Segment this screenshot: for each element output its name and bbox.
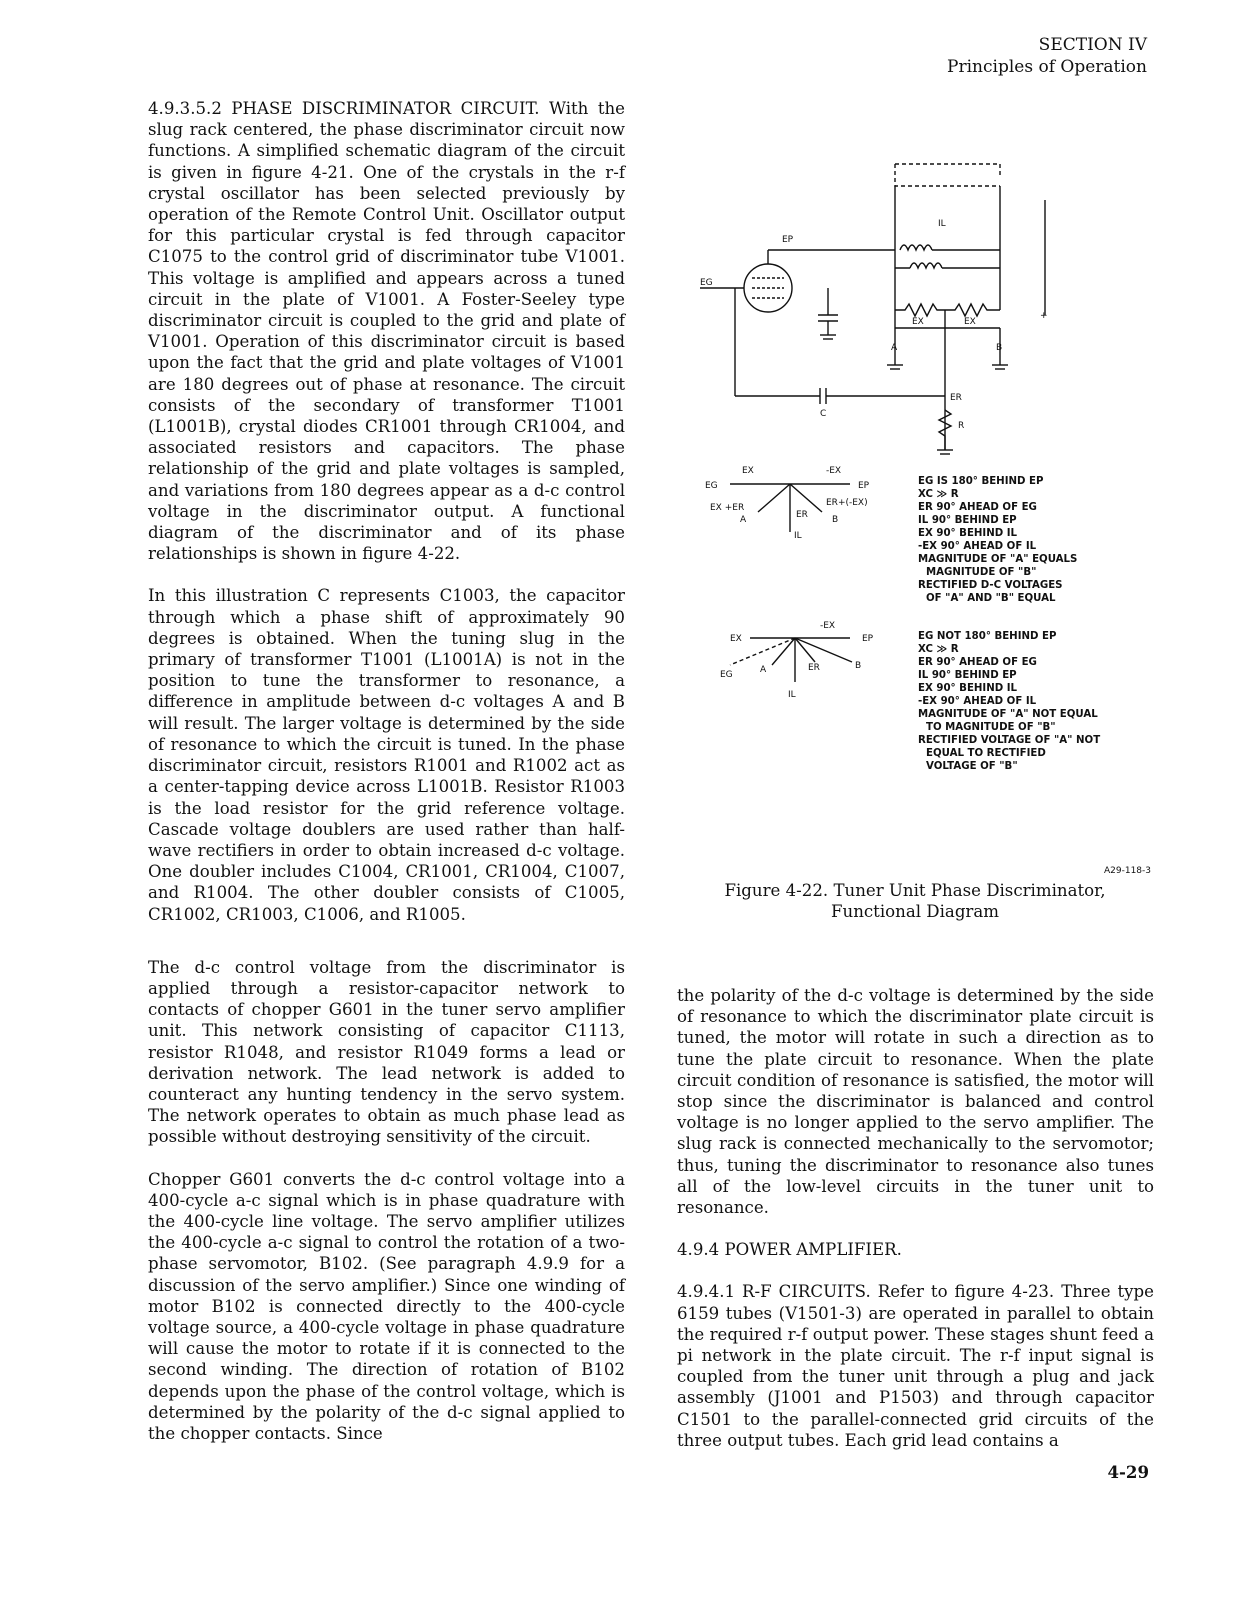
label-il: IL <box>794 531 802 541</box>
label-a: A <box>760 665 767 675</box>
label-neg-ex: -EX <box>826 466 842 476</box>
label-r: R <box>958 421 965 431</box>
label-er: ER <box>808 663 820 673</box>
paragraph: The d-c control voltage from the discriminator is applied through a resistor-capacitor network to contacts of chopper G601 in the tuner servo amplifier unit. This network consisting of capacitor C1113, resistor R1048, and resistor R1049 forms a lead or derivation network. The lead network is added to counteract any hunting tendency in the servo system. The network operates to obtain as much phase lead as possible without destroying sensitivity of the circuit. <box>148 957 625 1147</box>
section-heading: 4.9.4 POWER AMPLIFIER. <box>677 1240 902 1260</box>
note-line: EG IS 180° BEHIND EP <box>918 476 1044 487</box>
label-b: B <box>855 661 862 671</box>
right-column <box>677 985 1154 1472</box>
note-line: XC ≫ R <box>918 644 959 655</box>
label-ex: EX <box>964 317 976 327</box>
coil-l1001a <box>900 245 932 250</box>
caption-line: Figure 4-22. Tuner Unit Phase Discriminator, <box>724 881 1106 900</box>
label-ex: EX <box>912 317 924 327</box>
note-line: RECTIFIED VOLTAGE OF "A" NOT <box>918 735 1101 746</box>
label-ep: EP <box>862 634 874 644</box>
note-line: RECTIFIED D-C VOLTAGES <box>918 580 1063 591</box>
label-il: IL <box>788 690 796 700</box>
label-ex-er: EX +ER <box>710 503 745 513</box>
paragraph: 4.9.4.1 R-F CIRCUITS. Refer to figure 4-23. Three type 6159 tubes (V1501-3) are operated in parallel to obtain the required r-f output power. These stages shunt feed a pi network in the plate circuit. The r-f input signal is coupled from the tuner unit through a plug and jack assembly (J1001 and P1503) and through capacitor C1501 to the parallel-connected grid circuits of the three output tubes. Each grid lead contains a <box>677 1282 1154 1450</box>
note-line: EG NOT 180° BEHIND EP <box>918 631 1057 642</box>
label-er: ER <box>950 393 962 403</box>
section-label: SECTION IV <box>1038 35 1147 55</box>
note-line: -EX 90° AHEAD OF IL <box>918 541 1037 552</box>
label-er: ER <box>796 510 808 520</box>
note-line: -EX 90° AHEAD OF IL <box>918 696 1037 707</box>
paragraph: In this illustration C represents C1003, the capacitor through which a phase shift of approximately 90 degrees is obtained. When the tuning slug in the primary of transformer T1001 (L1001A) is not in the position to tune the transformer to resonance, a difference in amplitude between d-c voltages A and B will result. The larger voltage is determined by the side of resonance to which the circuit is tuned. In the phase discriminator circuit, resistors R1001 and R1002 act as a center-tapping device across L1001B. Resistor R1003 is the load resistor for the grid reference voltage. Cascade voltage doublers are used rather than half-wave rectifiers in order to obtain increased d-c voltage. One doubler includes C1004, CR1001, CR1004, C1007, and R1004. The other doubler consists of C1005, CR1002, CR1003, C1006, and R1005. <box>148 586 625 924</box>
vector-diagram-2 <box>730 638 852 682</box>
paragraph: the polarity of the d-c voltage is determined by the side of resonance to which the discriminator plate circuit is tuned, the motor will rotate in such a direction as to tune the plate circuit to resonance. When the plate circuit condition of resonance is satisfied, the motor will stop since the discriminator is balanced and control voltage is no longer applied to the servo amplifier. The slug rack is connected mechanically to the servomotor; thus, tuning the discriminator to resonance also tunes all of the low-level circuits in the tuner unit to resonance. <box>677 986 1154 1218</box>
label-ex: EX <box>742 466 754 476</box>
center-tap-resistors <box>895 304 1000 316</box>
phase-notes-resonant <box>918 475 1077 605</box>
label-ex: EX <box>730 634 742 644</box>
figure-reference-code: A29-118-3 <box>1103 866 1151 876</box>
page-number: 4-29 <box>1107 1462 1149 1482</box>
note-line: IL 90° BEHIND EP <box>918 515 1017 526</box>
label-eg: EG <box>700 278 713 288</box>
note-line: EX 90° BEHIND IL <box>918 683 1018 694</box>
page-header <box>947 34 1147 78</box>
label-il: IL <box>938 219 946 229</box>
note-line: ER 90° AHEAD OF EG <box>918 502 1037 513</box>
note-line: MAGNITUDE OF "B" <box>926 567 1037 578</box>
note-line: EX 90° BEHIND IL <box>918 528 1018 539</box>
label-eg: EG <box>720 670 733 680</box>
note-line: EQUAL TO RECTIFIED <box>926 748 1046 759</box>
label-ep: EP <box>858 481 870 491</box>
paragraph: 4.9.3.5.2 PHASE DISCRIMINATOR CIRCUIT. With the slug rack centered, the phase discriminator circuit now functions. A simplified schematic diagram of the circuit is given in figure 4-21. One of the crystals in the r-f crystal oscillator has been selected previously by operation of the Remote Control Unit. Oscillator output for this particular crystal is fed through capacitor C1075 to the control grid of discriminator tube V1001. This voltage is amplified and appears across a tuned circuit in the plate of V1001. A Foster-Seeley type discriminator circuit is coupled to the grid and plate of V1001. Operation of this discriminator circuit is based upon the fact that the grid and plate voltages of V1001 are 180 degrees out of phase at resonance. The circuit consists of the secondary of transformer T1001 (L1001B), crystal diodes CR1001 through CR1004, and associated resistors and capacitors. The phase relationship of the grid and plate voltages is sampled, and variations from 180 degrees appear as a d-c control voltage in the discriminator output. A functional diagram of the discriminator and of its phase relationships is shown in figure 4-22. <box>148 99 625 564</box>
section-subtitle: Principles of Operation <box>947 57 1147 77</box>
note-line: VOLTAGE OF "B" <box>926 761 1018 772</box>
label-a: A <box>740 515 747 525</box>
label-b: B <box>832 515 839 525</box>
label-b: B <box>996 343 1003 353</box>
phase-notes-off-resonance <box>918 630 1100 773</box>
note-line: OF "A" AND "B" EQUAL <box>926 593 1056 604</box>
paragraph: Chopper G601 converts the d-c control voltage into a 400-cycle a-c signal which is in phase quadrature with the 400-cycle line voltage. The servo amplifier utilizes the 400-cycle a-c signal to control the rotation of a two-phase servomotor, B102. (See paragraph 4.9.9 for a discussion of the servo amplifier.) Since one winding of motor B102 is connected directly to the 400-cycle voltage source, a 400-cycle voltage in phase quadrature will cause the motor to rotate if it is connected to the second winding. The direction of rotation of B102 depends upon the phase of the control voltage, which is determined by the polarity of the d-c signal applied to the chopper contacts. Since <box>148 1169 625 1443</box>
note-line: MAGNITUDE OF "A" NOT EQUAL <box>918 709 1098 720</box>
label-er-neg-ex: ER+(-EX) <box>826 498 868 508</box>
note-line: XC ≫ R <box>918 489 959 500</box>
crystal-feedback-line <box>895 164 1000 176</box>
label-eg: EG <box>705 481 718 491</box>
note-line: IL 90° BEHIND EP <box>918 670 1017 681</box>
label-a: A <box>891 343 898 353</box>
figure-caption <box>700 880 1130 922</box>
caption-line: Functional Diagram <box>831 902 999 921</box>
label-plus: + <box>1040 311 1048 321</box>
crystal-feedback-line <box>895 164 1000 186</box>
note-line: TO MAGNITUDE OF "B" <box>926 722 1056 733</box>
label-ep: EP <box>782 235 794 245</box>
note-line: ER 90° AHEAD OF EG <box>918 657 1037 668</box>
label-c: C <box>820 409 827 419</box>
left-column <box>148 98 625 1465</box>
note-line: MAGNITUDE OF "A" EQUALS <box>918 554 1078 565</box>
coil-l1001b <box>895 263 1000 268</box>
label-neg-ex: -EX <box>820 621 836 631</box>
